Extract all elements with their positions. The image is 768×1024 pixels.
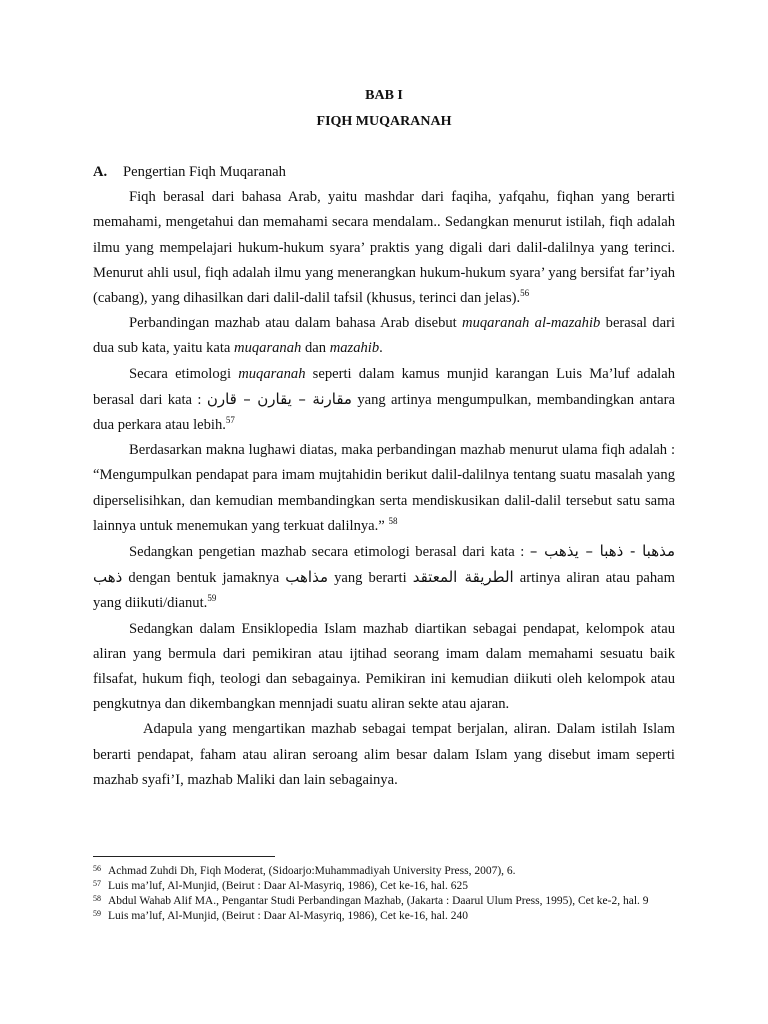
body-text — [93, 160, 675, 793]
footnote-ref: 58 — [388, 515, 398, 526]
paragraph-ensiklopedia: Sedangkan dalam Ensiklopedia Islam mazhab diartikan sebagai pendapat, kelompok atau aliran yang bermula dari pemikiran atau ijtihad seorang imam dalam memahami sesuatu baik filsafat, hukum fiqh, teologi dan sebagainya. Pemikiran ini kemudian diikuti oleh kelompok atau pengkutnya dan dikembangkan mennjadi suatu aliran sekte atau ajaran. — [93, 620, 675, 713]
footnote-ref: 57 — [225, 415, 235, 426]
section-letter: A. — [93, 164, 108, 180]
footnote-text: Luis ma’luf, Al-Munjid, (Beirut : Daar Al-Masyriq, 1986), Cet ke-16, hal. 625 — [108, 880, 468, 892]
paragraph-etimologi-mazhab: Sedangkan pengetian mazhab secara etimologi berasal dari kata : مذهبا - ذهبا – يذهب – ذهب dengan bentuk jamaknya مذاهب yang berarti الطريقة المعتقد artinya aliran atau paham yang diikuti/dianut.$^{59}$ — [93, 542, 676, 612]
footnote-number: 58 — [93, 894, 101, 903]
paragraph-adapula: Adapula yang mengartikan mazhab sebagai tempat berjalan, aliran. Dalam istilah Islam berarti pendapat, faham atau aliran seroang alim besar dalam Islam yang disebut imam seperti mazhab syafi’I, mazhab Maliki dan lain sebagainya. — [93, 721, 675, 788]
paragraph-fiqh-definition: Fiqh berasal dari bahasa Arab, yaitu mashdar dari faqiha, yafqahu, fiqhan yang berarti memahami, mengetahui dan memahami secara mendalam.. Sedangkan menurut istilah, fiqh adalah ilmu yang mempelajari hukum-hukum syara’ praktis yang digali dari dalil-dalilnya yang terinci. Menurut ahli usul, fiqh adalah ilmu yang menerangkan hukum-hukum syara’ yang bersifat far’iyah (cabang), yang dihasilkan dari dalil-dalil tafsil (khusus, terinci dan jelas).$^{56}$ — [93, 189, 675, 307]
footnotes — [93, 864, 677, 924]
footnote-number: 56 — [93, 864, 101, 873]
footnote-text: Abdul Wahab Alif MA., Pengantar Studi Perbandingan Mazhab, (Jakarta : Daarul Ulum Press, 1995), Cet ke-2, hal. 9 — [108, 895, 649, 907]
footnote-item — [93, 879, 677, 893]
arabic-term: الطريقة المعتقد — [412, 568, 514, 587]
arabic-term: مذاهب — [285, 568, 328, 587]
chapter-number: BAB I — [365, 88, 403, 103]
paragraph-perbandingan-mazhab: Perbandingan mazhab atau dalam bahasa Arab disebut muqaranah al-mazahib berasal dari dua sub kata, yaitu kata muqaranah dan mazahib. — [93, 315, 675, 357]
footnote-number: 57 — [93, 879, 101, 888]
footnote-text: Luis ma’luf, Al-Munjid, (Beirut : Daar Al-Masyriq, 1986), Cet ke-16, hal. 240 — [108, 910, 468, 922]
footnote-item — [93, 864, 677, 878]
section-heading — [93, 160, 675, 185]
footnote-ref: 56 — [520, 288, 530, 299]
arabic-term: مقارنة – يقارن – قارن — [206, 389, 352, 408]
footnote-ref: 59 — [207, 593, 217, 604]
arabic-term: مذهبا - ذهبا – يذهب – ذهب — [93, 542, 676, 587]
chapter-title: FIQH MUQARANAH — [316, 114, 452, 129]
footnote-number: 59 — [93, 909, 101, 918]
footnote-item — [93, 909, 677, 923]
footnote-item — [93, 894, 677, 908]
paragraph-lughawi: Berdasarkan makna lughawi diatas, maka perbandingan mazhab menurut ulama fiqh adalah : “Mengumpulkan pendapat para imam mujtahidin berikut dalil-dalilnya tentang suatu masalah yang diperselisihkan, dan kemudian membandingkan serta mendiskusikan dalil-dalil tersebut satu sama lainnya untuk menemukan yang terkuat dalilnya.” $^{58}$ — [93, 442, 675, 534]
paragraph-etimologi-muqaranah: Secara etimologi muqaranah seperti dalam kamus munjid karangan Luis Ma’luf adalah berasal dari kata : مقارنة – يقارن – قارن yang artinya mengumpulkan, membandingkan antara dua perkara atau lebih.$^{57}$ — [93, 365, 676, 434]
section-title: Pengertian Fiqh Muqaranah — [123, 164, 286, 180]
footnote-text: Achmad Zuhdi Dh, Fiqh Moderat, (Sidoarjo:Muhammadiyah University Press, 2007), 6. — [108, 865, 516, 877]
footnote-separator — [93, 856, 275, 857]
